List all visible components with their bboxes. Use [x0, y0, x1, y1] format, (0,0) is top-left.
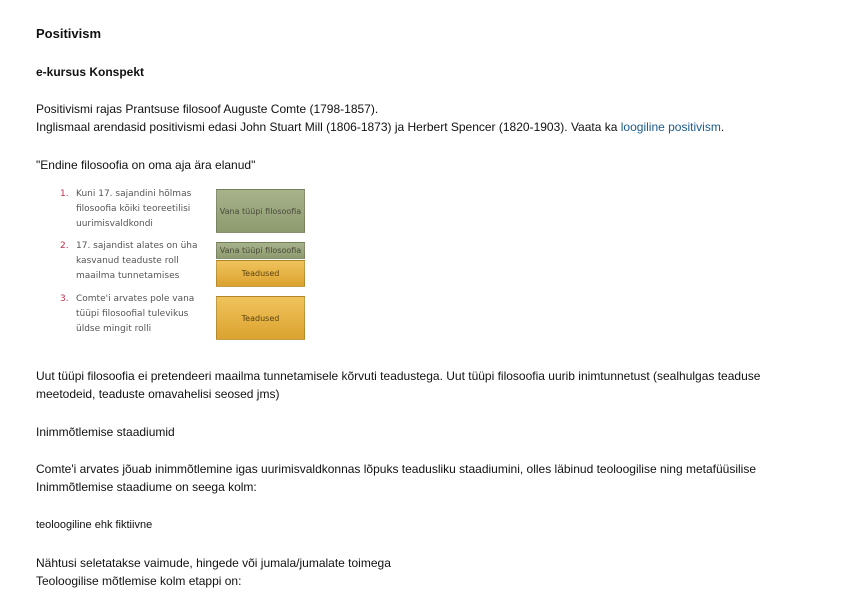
intro-line2-end: . — [720, 120, 725, 134]
theological-line1: Nähtusi seletatakse vaimude, hingede või jumala/jumalate toimega — [36, 556, 391, 570]
diagram-item-text: Kuni 17. sajandini hõlmas filosoofia kõiki teoreetilisi uurimisvaldkondi — [76, 189, 192, 229]
diagram-item-number: 2. — [60, 241, 69, 251]
theological-paragraph — [36, 554, 391, 590]
intro-line2: Inglismaal arendasid positivismi edasi John Stuart Mill (1806-1873) ja Herbert Spencer (1820-1903). Vaata ka — [36, 120, 618, 134]
intro-line1: Positivismi rajas Prantsuse filosoof Auguste Comte (1798-1857). — [36, 102, 379, 116]
sciences-box: Teadused — [216, 296, 305, 340]
loogiline-positivism-link[interactable]: loogiline positivism — [620, 120, 721, 134]
stage-label: teoloogiline ehk fiktiivne — [36, 519, 153, 531]
stages-paragraph: Comte'i arvates jõuab inimmõtlemine igas uurimisvaldkonnas lõpuks teadusliku staadiumini, olles läbinud teoloogilise ning metafüüsilise Inimmõtlemise staadiume on seega kolm: — [36, 462, 756, 494]
new-philosophy-paragraph: Uut tüüpi filosoofia ei pretendeeri maailma tunnetamisele kõrvuti teadustega. Uut tüüpi filosoofia uurib inimtunnetust (sealhulgas teaduse meetodeid, teaduste omavahelisi seosed jms) — [36, 369, 761, 401]
diagram-item-text: 17. sajandist alates on üha kasvanud teaduste roll maailma tunnetamises — [76, 241, 198, 281]
intro-paragraph — [36, 100, 724, 136]
philosophy-diagram — [56, 186, 336, 344]
page-title: Positivism — [36, 26, 102, 41]
old-philosophy-box: Vana tüüpi filosoofia — [216, 189, 305, 233]
theological-line2: Teoloogilise mõtlemise kolm etappi on: — [36, 574, 242, 588]
diagram-item-number: 1. — [60, 189, 69, 199]
diagram-item-number: 3. — [60, 294, 69, 304]
diagram-item-text: Comte'i arvates pole vana tüüpi filosoofial tulevikus üldse mingit rolli — [76, 294, 195, 334]
old-philosophy-box: Vana tüüpi filosoofia — [216, 242, 305, 259]
quote-text: "Endine filosoofia on oma aja ära elanud" — [36, 158, 256, 172]
sciences-box: Teadused — [216, 260, 305, 287]
page-subtitle: e-kursus Konspekt — [36, 65, 145, 79]
stages-heading: Inimmõtlemise staadiumid — [36, 425, 175, 439]
